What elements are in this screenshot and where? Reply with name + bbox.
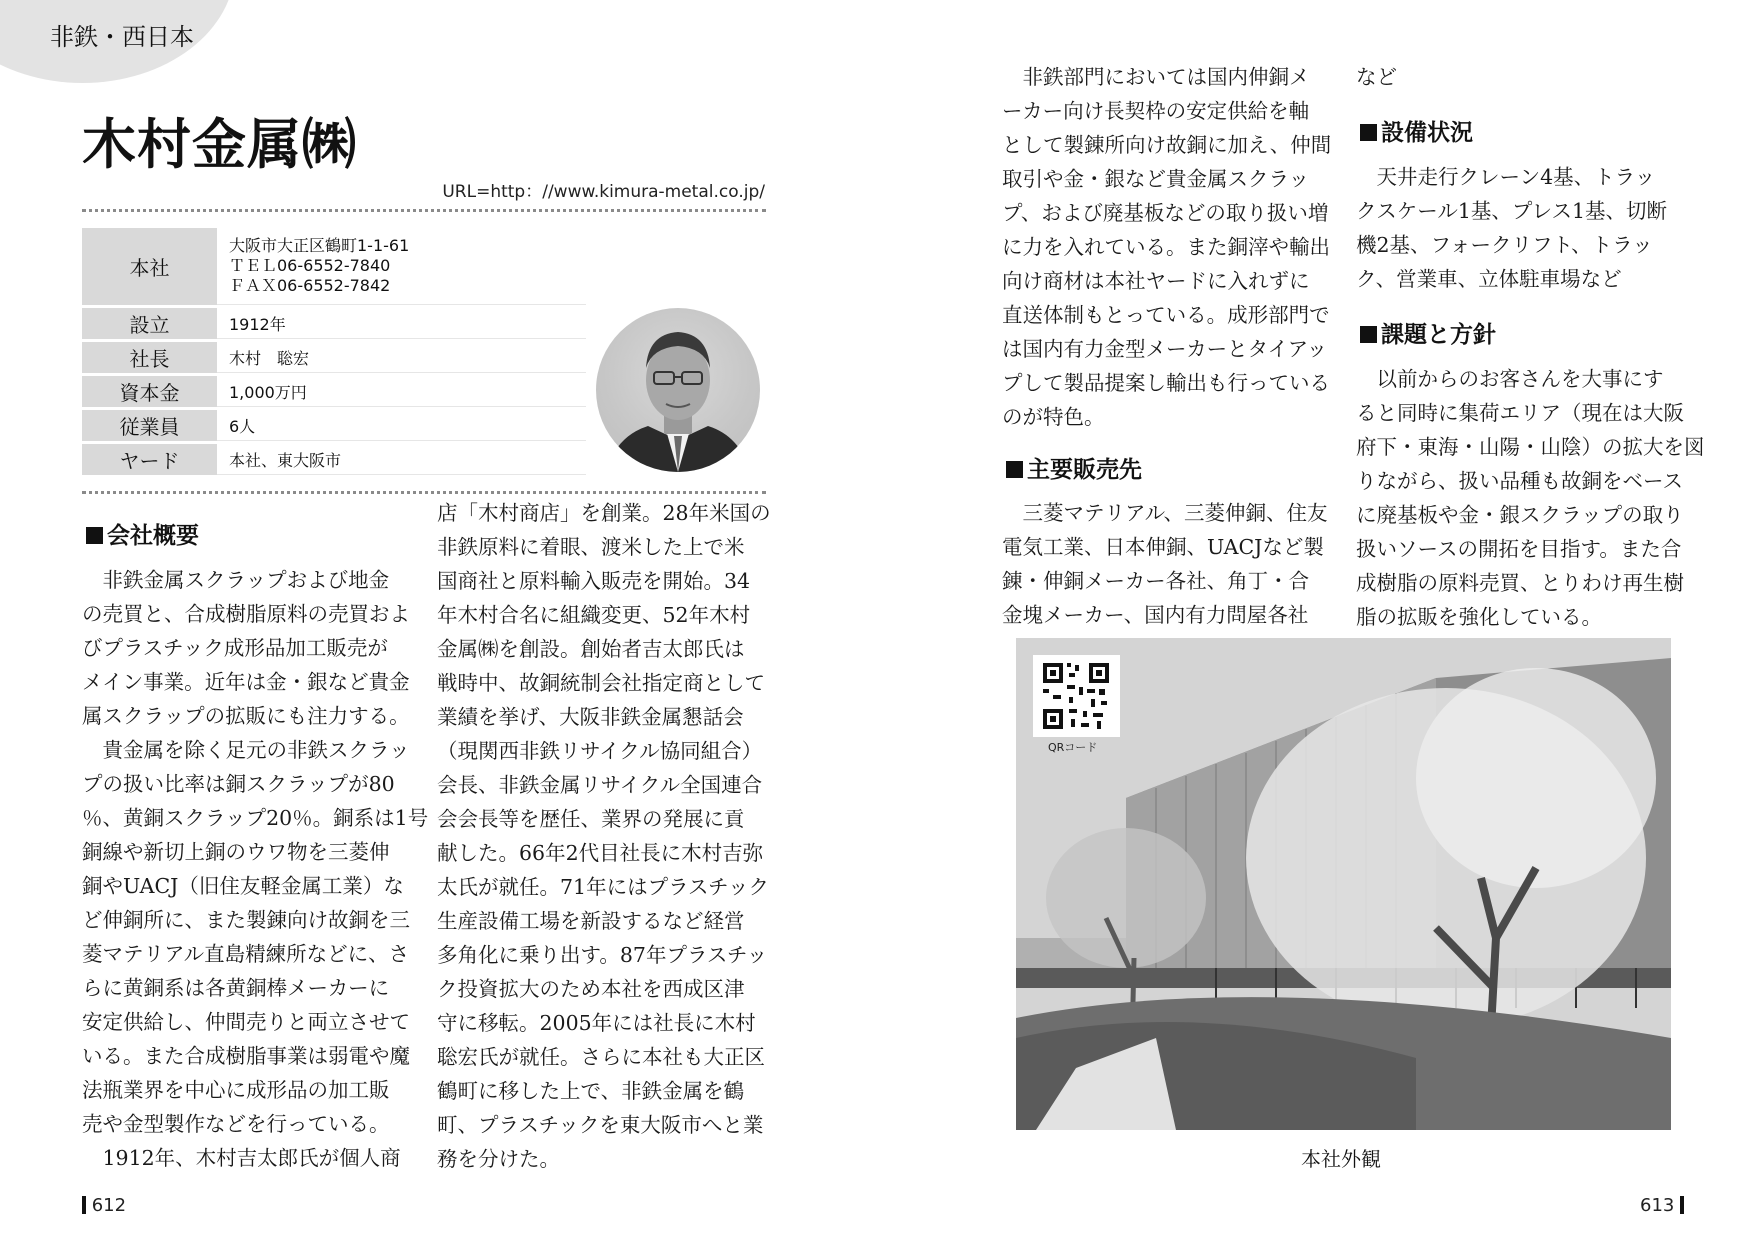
page-bar-icon: [1680, 1196, 1684, 1214]
photo-caption: 本社外観: [1301, 1147, 1381, 1171]
profile-row-headquarters: [82, 228, 586, 305]
president-portrait: [596, 308, 760, 472]
body-column-4b: 天井走行クレーン4基、トラッ クスケール1基、プレス1基、切断 機2基、フォークリフト、トラッ ク、営業車、立体駐車場など: [1356, 165, 1668, 291]
portrait-illustration: [596, 308, 760, 472]
profile-row-president: [82, 342, 586, 373]
qr-code[interactable]: [1033, 655, 1120, 737]
body-column-4c: 以前からのお客さんを大事にす ると同時に集荷エリア（現在は大阪 府下・東海・山陽・山陰）の拡大を図 りながら、扱い品種も故銅をベース に廃基板や金・銀スクラップの取り 扱いソースの開拓を目指す。また合 成樹脂の原料売買、とりわけ再生樹 脂の拡販を強化している。: [1356, 367, 1705, 629]
body-column-4a: など: [1356, 65, 1397, 89]
dotted-divider: [82, 209, 766, 212]
dotted-divider: [82, 491, 766, 494]
profile-value: 1,000万円: [217, 376, 586, 407]
heading-square-icon: [86, 527, 103, 544]
heading-square-icon: [1360, 326, 1377, 343]
profile-label: 従業員: [82, 410, 217, 441]
section-heading-policy: 課題と方針: [1360, 316, 1496, 349]
qr-code-icon: [1033, 655, 1120, 737]
body-column-2: 店「木村商店」を創業。28年米国の 非鉄原料に着眼、渡米した上で米 国商社と原料輸入販売を開始。34 年木村合名に組織変更、52年木村 金属㈱を創設。創始者吉太郎氏は 戦時中、故銅統制会社指定商として 業績を挙げ、大阪非鉄金属懇話会 （現関西非鉄リサイクル協同組合） 会長、非鉄金属リサイクル全国連合 会会長等を歴任、業界の発展に貢 献した。66年2代目社長に木村吉弥 太氏が就任。71年にはプラスチック 生産設備工場を新設するなど経営 多角化に乗り出す。87年プラスチッ ク投資拡大のため本社を西成区津 守に移転。2005年には社長に木村 聡宏氏が就任。さらに本社も大正区 鶴町に移した上で、非鉄金属を鶴 町、プラスチックを東大阪市へと業 務を分けた。: [437, 501, 771, 1171]
company-name: 木村金属㈱: [82, 113, 357, 176]
page-number-right: 613: [1640, 1195, 1684, 1216]
profile-label: 本社: [82, 228, 217, 305]
profile-label: 社長: [82, 342, 217, 373]
profile-value: 木村 聡宏: [217, 342, 586, 373]
qr-code-label: QRコード: [1048, 741, 1098, 754]
profile-label: 資本金: [82, 376, 217, 407]
body-column-1: 非鉄金属スクラップおよび地金 の売買と、合成樹脂原料の売買およ びプラスチック成形品加工販売が メイン事業。近年は金・銀など貴金 属スクラップの拡販にも注力する。 貴金属を除く足元の非鉄スクラッ プの扱い比率は銅スクラップが80 ％、黄銅スクラップ20％。銅系は1号 銅線や新切上銅のウワ物を三菱伸 銅やUACJ（旧住友軽金属工業）な ど伸銅所に、また製錬向け故銅を三 菱マテリアル直島精練所などに、さ らに黄銅系は各黄銅棒メーカーに 安定供給し、仲間売りと両立させて いる。また合成樹脂事業は弱電や魔 法瓶業界を中心に成形品の加工販 売や金型製作などを行っている。 1912年、木村吉太郎氏が個人商: [82, 568, 429, 1170]
body-column-3: 非鉄部門においては国内伸銅メ ーカー向け長契枠の安定供給を軸 として製錬所向け故銅に加え、仲間 取引や金・銀など貴金属スクラッ プ、および廃基板などの取り扱い増 に力を入れている。また銅滓や輸出 向け商材は本社ヤードに入れずに 直送体制もとっている。成形部門で は国内有力金型メーカーとタイアッ プして製品提案し輸出も行っている のが特色。: [1002, 65, 1332, 429]
profile-table: [82, 225, 586, 478]
profile-label: ヤード: [82, 444, 217, 475]
section-heading-customers: 主要販売先: [1006, 451, 1142, 484]
profile-row-employees: [82, 410, 586, 441]
page-number-left: 612: [82, 1195, 126, 1216]
address-line: 大阪市大正区鶴町1-1-61: [229, 236, 410, 255]
fax-line: ＦＡＸ06-6552-7842: [229, 276, 391, 295]
company-url[interactable]: URL=http：//www.kimura-metal.co.jp/: [442, 182, 765, 202]
profile-value: 1912年: [217, 308, 586, 339]
section-heading-overview: 会社概要: [86, 517, 199, 550]
body-column-3b: 三菱マテリアル、三菱伸銅、住友 電気工業、日本伸銅、UACJなど製 錬・伸銅メーカー各社、角丁・合 金塊メーカー、国内有力問屋各社: [1002, 501, 1328, 627]
profile-row-yard: [82, 444, 586, 475]
profile-value: 6人: [217, 410, 586, 441]
profile-row-founded: [82, 308, 586, 339]
profile-label: 設立: [82, 308, 217, 339]
section-tab-label: 非鉄・西日本: [50, 23, 194, 51]
tel-line: ＴＥＬ06-6552-7840: [229, 256, 391, 275]
heading-square-icon: [1006, 461, 1023, 478]
profile-value: 本社、東大阪市: [217, 444, 586, 475]
heading-square-icon: [1360, 124, 1377, 141]
page-bar-icon: [82, 1196, 86, 1214]
section-heading-equipment: 設備状況: [1360, 114, 1473, 147]
profile-value: [217, 228, 586, 305]
profile-row-capital: [82, 376, 586, 407]
